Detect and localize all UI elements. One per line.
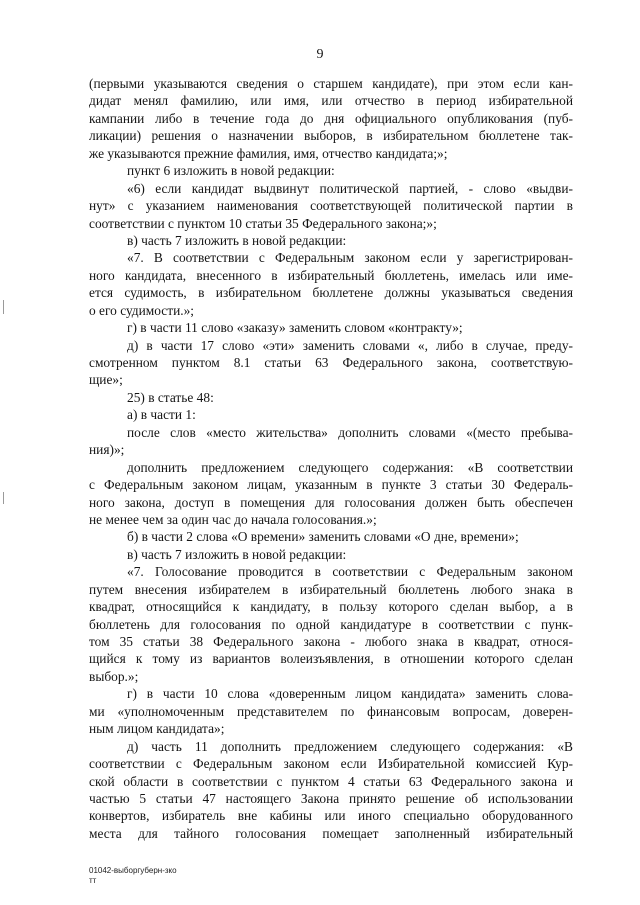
text-line: щийся к тому из вариантов волеизъявления, в отношении которого сделан	[89, 651, 573, 667]
footer-initials: тт	[89, 876, 97, 885]
text-line: 25) в статье 48:	[127, 389, 214, 405]
text-line: выбор.»;	[89, 668, 139, 684]
text-line: пункт 6 изложить в новой редакции:	[127, 163, 335, 179]
text-line: бюллетень для голосования по одной кандидатуре в соответствии с пунк-	[89, 616, 573, 632]
text-line: дидат менял фамилию, или имя, или отчество в период избирательной	[89, 93, 573, 109]
text-line: г) в части 11 слово «заказу» заменить словом «контракту»;	[127, 320, 463, 336]
scan-edge-mark	[3, 492, 4, 504]
text-line: смотренном пунктом 8.1 статьи 63 Федерального закона, соответствую-	[89, 355, 573, 370]
document-footer	[89, 866, 177, 886]
text-line: б) в части 2 слова «О времени» заменить словами «О дне, времени»;	[127, 529, 519, 545]
text-line: ного закона, доступ в помещения для голосования должен быть обеспечен	[89, 494, 573, 510]
text-line: том 35 статьи 38 Федерального закона - любого знака в квадрат, относя-	[89, 634, 573, 649]
text-line: д) часть 11 дополнить предложением следующего содержания: «В	[127, 738, 573, 754]
text-line: д) в части 17 слово «эти» заменить словами «, либо в случае, преду-	[127, 337, 573, 353]
text-line: (первыми указываются сведения о старшем кандидате), при этом если кан-	[89, 76, 573, 91]
text-line: квадрат, относящийся к кандидату, в пользу которого сделан выбор, а в	[89, 599, 573, 615]
text-line: соответствии с Федеральным законом если Избирательной комиссией Кур-	[89, 756, 573, 772]
text-line: г) в части 10 слова «доверенным лицом кандидата» заменить слова-	[127, 686, 573, 702]
text-line: «6) если кандидат выдвинут политической партией, - слово «выдви-	[127, 180, 573, 196]
text-line: ской области в соответствии с пунктом 4 статьи 63 Федерального закона и	[89, 773, 573, 789]
text-line: ного кандидата, внесенного в избирательный бюллетень, имелась или име-	[89, 267, 573, 283]
text-line: а) в части 1:	[127, 407, 196, 423]
text-line: дополнить предложением следующего содержания: «В соответствии	[127, 459, 573, 475]
scan-edge-mark	[3, 300, 4, 314]
text-line: частью 5 статьи 47 настоящего Закона принято решение об использовании	[89, 790, 573, 806]
text-line: ется судимость, в избирательном бюллетене должны указываться сведения	[89, 285, 573, 301]
text-line: ми «уполномоченным представителем по финансовым вопросам, доверен-	[89, 703, 573, 719]
text-line: путем внесения избирателем в избирательный бюллетень любого знака в	[89, 581, 573, 597]
text-line: нут» с указанием наименования соответствующей политической партии в	[89, 198, 573, 214]
text-line: не менее чем за один час до начала голосования.»;	[89, 511, 377, 527]
text-line: ликации) решения о назначении выборов, в избирательном бюллетене так-	[89, 128, 573, 144]
text-line: места для тайного голосования помещает заполненный избирательный	[89, 825, 573, 841]
document-body	[89, 75, 573, 842]
text-line: «7. В соответствии с Федеральным законом если у зарегистрирован-	[127, 250, 573, 266]
text-line: о его судимости.»;	[89, 302, 195, 318]
text-line: соответствии с пунктом 10 статьи 35 Федерального закона;»;	[89, 215, 437, 231]
page-number: 9	[316, 47, 324, 62]
text-line: «7. Голосование проводится в соответствии с Федеральным законом	[127, 564, 573, 580]
text-line: конвертов, избиратель вне кабины или иного специально оборудованного	[89, 808, 573, 824]
text-line: ния)»;	[89, 442, 125, 458]
text-line: после слов «место жительства» дополнить словами «(место пребыва-	[127, 424, 573, 440]
footer-document-code: 01042-выборгуберн-зко	[89, 866, 177, 875]
text-line: с Федеральным законом лицам, указанным в пункте 3 статьи 30 Федераль-	[89, 477, 573, 493]
text-line: в) часть 7 изложить в новой редакции:	[127, 232, 347, 248]
text-line: кампании либо в течение года до дня официального опубликования (пуб-	[89, 110, 573, 126]
text-line: в) часть 7 изложить в новой редакции:	[127, 546, 347, 562]
text-line: же указываются прежние фамилия, имя, отчество кандидата;»;	[89, 145, 448, 161]
text-line: ным лицом кандидата»;	[89, 721, 225, 737]
text-line: щие»;	[89, 372, 123, 388]
